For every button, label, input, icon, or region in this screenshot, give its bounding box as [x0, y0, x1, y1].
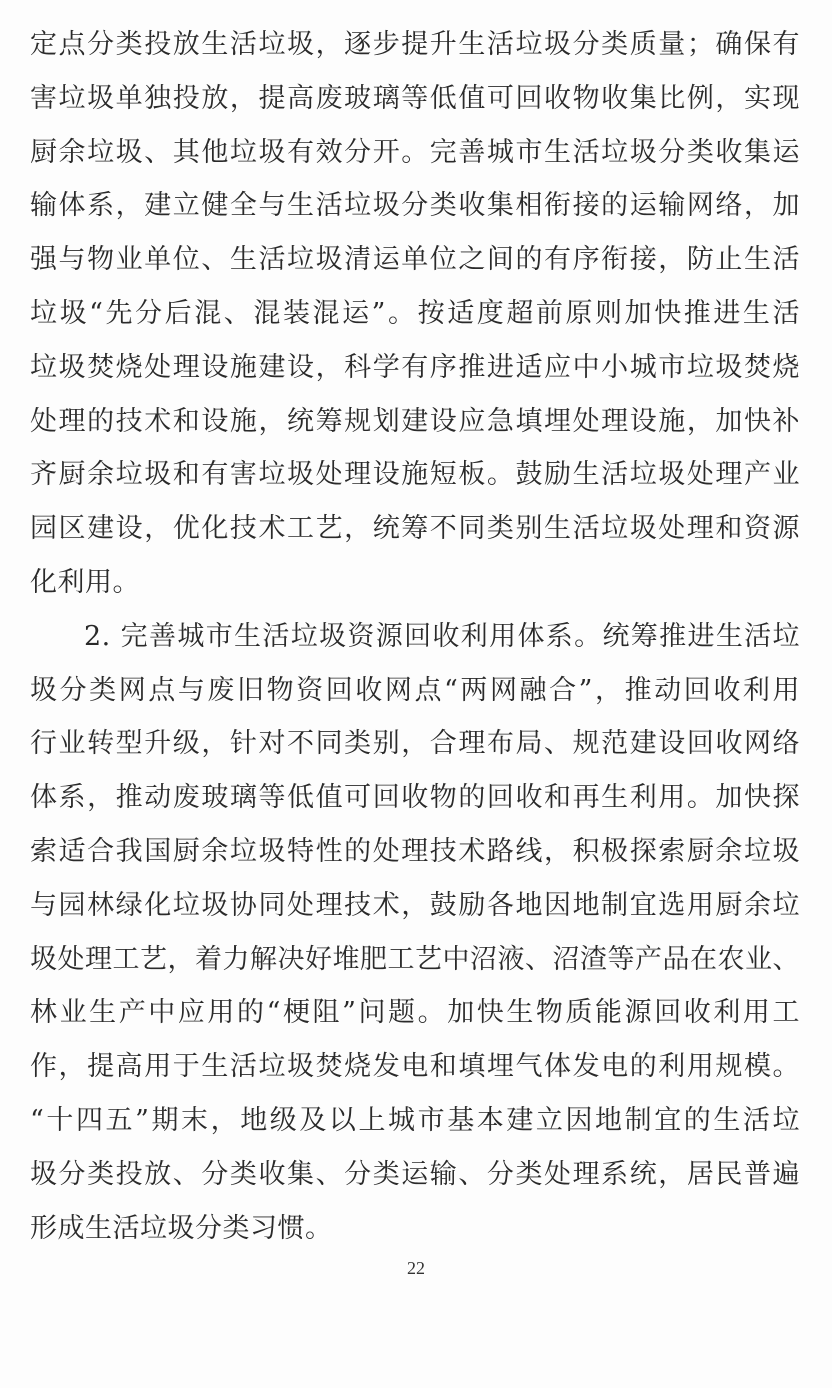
text-line: 索适合我国厨余垃圾特性的处理技术路线，积极探索厨余垃圾 [30, 835, 800, 867]
page-number: 22 [407, 1258, 425, 1278]
text-line: 垃圾焚烧处理设施建设，科学有序推进适应中小城市垃圾焚烧 [30, 351, 800, 383]
text-line: 圾分类投放、分类收集、分类运输、分类处理系统，居民普遍 [30, 1158, 800, 1190]
text-line: 害垃圾单独投放，提高废玻璃等低值可回收物收集比例，实现 [30, 82, 800, 114]
section-heading-line: 2. 完善城市生活垃圾资源回收利用体系。统筹推进生活垃 [84, 620, 800, 652]
text-line: 体系，推动废玻璃等低值可回收物的回收和再生利用。加快探 [30, 782, 800, 814]
text-line: 处理的技术和设施，统筹规划建设应急填埋处理设施，加快补 [30, 405, 800, 437]
text-line: 垃圾“先分后混、混装混运”。按适度超前原则加快推进生活 [30, 297, 800, 329]
text-line: 厨余垃圾、其他垃圾有效分开。完善城市生活垃圾分类收集运 [30, 136, 800, 168]
text-line: 形成生活垃圾分类习惯。 [30, 1212, 333, 1244]
text-line: 园区建设，优化技术工艺，统筹不同类别生活垃圾处理和资源 [30, 513, 800, 545]
text-line: 强与物业单位、生活垃圾清运单位之间的有序衔接，防止生活 [30, 244, 800, 276]
text-line: 与园林绿化垃圾协同处理技术，鼓励各地因地制宜选用厨余垃 [30, 889, 800, 921]
text-line: “十四五”期末，地级及以上城市基本建立因地制宜的生活垃 [30, 1104, 800, 1136]
text-line: 行业转型升级，针对不同类别，合理布局、规范建设回收网络 [30, 728, 800, 760]
body-text [30, 18, 800, 1255]
text-line: 输体系，建立健全与生活垃圾分类收集相衔接的运输网络，加 [30, 190, 800, 222]
text-line: 化利用。 [30, 566, 140, 598]
text-line: 圾处理工艺，着力解决好堆肥工艺中沼液、沼渣等产品在农业、 [30, 943, 800, 975]
text-line: 定点分类投放生活垃圾，逐步提升生活垃圾分类质量；确保有 [30, 29, 800, 60]
text-line: 齐厨余垃圾和有害垃圾处理设施短板。鼓励生活垃圾处理产业 [30, 459, 800, 491]
text-line: 林业生产中应用的“梗阻”问题。加快生物质能源回收利用工 [30, 997, 800, 1029]
text-line: 圾分类网点与废旧物资回收网点“两网融合”，推动回收利用 [30, 674, 800, 706]
text-line: 作，提高用于生活垃圾焚烧发电和填埋气体发电的利用规模。 [30, 1051, 800, 1083]
